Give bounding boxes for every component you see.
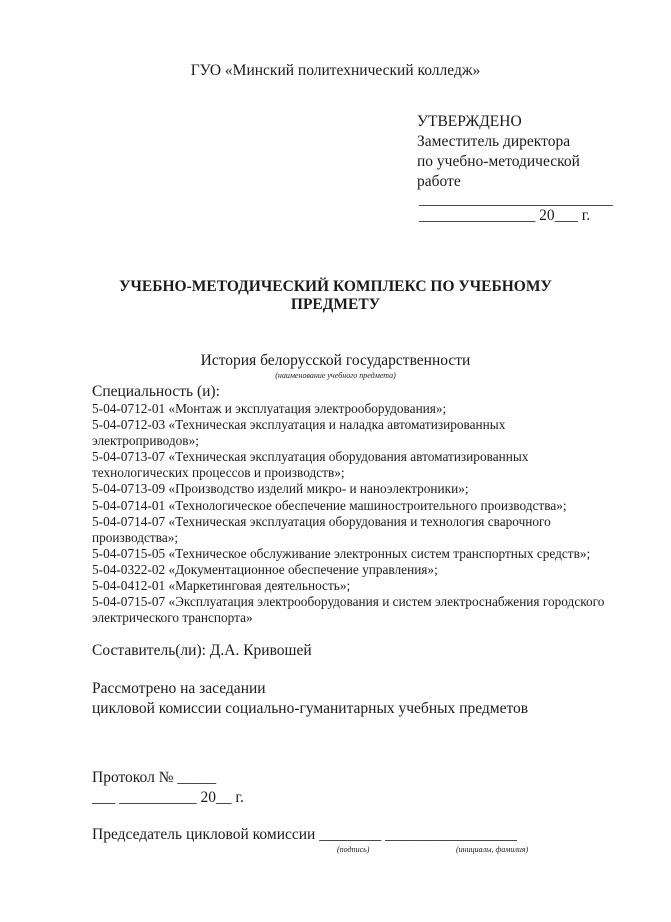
specialty-line: производства»;: [92, 529, 179, 545]
document-title: [0, 278, 671, 314]
author: Составитель(ли): Д.А. Кривошей: [92, 642, 312, 659]
specialties-heading: Специальность (и):: [92, 383, 220, 400]
reviewed-line: цикловой комиссии социально-гуманитарных учебных предметов: [92, 700, 529, 717]
approval-position-line: Заместитель директора: [417, 133, 571, 150]
approval-position-line: работе: [417, 173, 461, 190]
specialty-line: 5-04-0322-02 «Документационное обеспечение управления»;: [92, 561, 438, 577]
specialty-line: 5-04-0412-01 «Маркетинговая деятельность»;: [92, 578, 351, 594]
chairman-signature-hint: (подпись): [337, 845, 370, 854]
specialty-line: технологических процессов и производств»;: [92, 465, 345, 481]
specialty-line: 5-04-0712-03 «Техническая эксплуатация и наладка автоматизированных: [92, 417, 506, 433]
approval-signature-line: _________________________: [419, 191, 613, 208]
specialty-line: электрического транспорта»: [92, 610, 253, 626]
specialty-line: 5-04-0712-01 «Монтаж и эксплуатация электрооборудования»;: [92, 401, 447, 416]
subject-name: История белорусской государственности: [200, 352, 471, 369]
approval-stamp: УТВЕРЖДЕНО: [417, 113, 522, 130]
specialty-line: 5-04-0713-09 «Производство изделий микро- и наноэлектроники»;: [92, 481, 469, 497]
approval-signature-block: [419, 192, 613, 224]
specialty-line: 5-04-0715-07 «Эксплуатация электрооборудования и систем электроснабжения городского: [92, 594, 605, 610]
reviewed-line: Рассмотрено на заседании: [92, 680, 266, 697]
protocol-block: [92, 768, 244, 808]
approval-date-line: _______________ 20___ г.: [419, 207, 591, 224]
specialty-line: 5-04-0715-05 «Техническое обслуживание электронных систем транспортных средств»;: [92, 545, 591, 561]
document-title-line: УЧЕБНО-МЕТОДИЧЕСКИЙ КОМПЛЕКС ПО УЧЕБНОМУ: [119, 278, 552, 295]
specialties-list: [92, 401, 652, 626]
document-title-line: ПРЕДМЕТУ: [290, 296, 381, 313]
protocol-number-line: Протокол № _____: [92, 769, 217, 786]
organization-name: ГУО «Минский политехнический колледж»: [190, 62, 481, 79]
specialty-line: электроприводов»;: [92, 433, 199, 449]
specialty-line: 5-04-0713-07 «Техническая эксплуатация оборудования автоматизированных: [92, 449, 529, 465]
chairman-line: Председатель цикловой комиссии ________ _________________: [92, 826, 517, 843]
approval-position-line: по учебно-методической: [417, 153, 580, 170]
subject-hint: (наименование учебного предмета): [275, 371, 396, 380]
approval-block: [417, 112, 580, 192]
specialty-line: 5-04-0714-01 «Технологическое обеспечение машиностроительного производства»;: [92, 497, 567, 513]
reviewed-block: [92, 679, 528, 719]
protocol-date-line: ___ __________ 20__ г.: [92, 789, 244, 806]
chairman-name-hint: (инициалы, фамилия): [456, 845, 529, 854]
specialty-line: 5-04-0714-07 «Техническая эксплуатация оборудования и технология сварочного: [92, 513, 551, 529]
